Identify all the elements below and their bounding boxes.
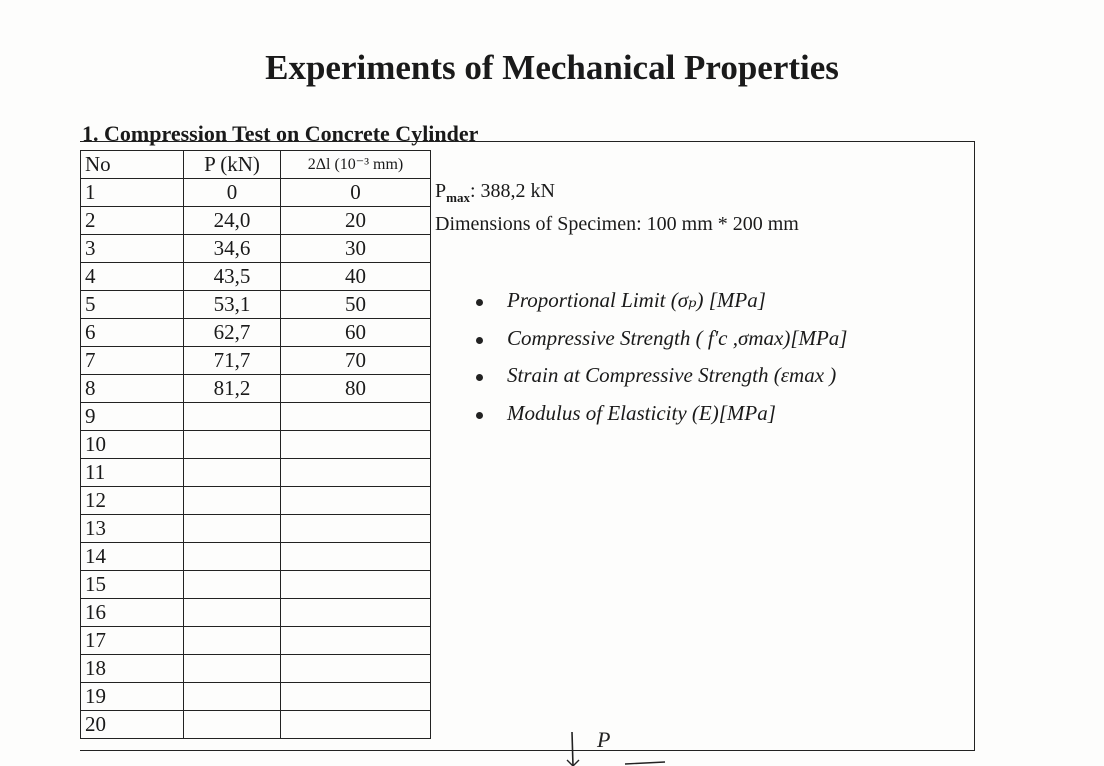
- cell-no: 8: [81, 375, 184, 403]
- cell-load: 53,1: [184, 291, 281, 319]
- table-row: [81, 515, 431, 543]
- table-row: [81, 403, 431, 431]
- table-row: [81, 179, 431, 207]
- handwritten-p: P: [597, 727, 611, 752]
- table-row: [81, 487, 431, 515]
- cell-displacement: [281, 571, 431, 599]
- cell-load: [184, 683, 281, 711]
- pmax-sub: max: [446, 190, 470, 205]
- cell-displacement: 0: [281, 179, 431, 207]
- cell-displacement: [281, 459, 431, 487]
- bullet-item: Modulus of Elasticity (E)[MPa]: [470, 401, 847, 439]
- pmax-value: : 388,2 kN: [469, 180, 555, 202]
- cell-no: 9: [81, 403, 184, 431]
- cell-load: [184, 431, 281, 459]
- cell-displacement: 30: [281, 235, 431, 263]
- cell-displacement: 50: [281, 291, 431, 319]
- table-row: [81, 683, 431, 711]
- bullet-item: Strain at Compressive Strength (εmax ): [470, 363, 847, 401]
- cell-no: 7: [81, 347, 184, 375]
- bullet-item: Proportional Limit (σₚ) [MPa]: [470, 288, 847, 326]
- cell-displacement: [281, 487, 431, 515]
- cell-load: [184, 571, 281, 599]
- cell-displacement: 80: [281, 375, 431, 403]
- pmax-label: P: [435, 180, 447, 202]
- cell-load: 0: [184, 179, 281, 207]
- section-heading: 1. Compression Test on Concrete Cylinder: [82, 121, 479, 146]
- cell-load: 43,5: [184, 263, 281, 291]
- cell-no: 13: [81, 515, 184, 543]
- cell-no: 17: [81, 627, 184, 655]
- table-row: [81, 263, 431, 291]
- cell-load: 81,2: [184, 375, 281, 403]
- cell-no: 4: [81, 263, 184, 291]
- cell-displacement: [281, 599, 431, 627]
- table-row: [81, 319, 431, 347]
- table-row: [81, 207, 431, 235]
- cell-no: 19: [81, 683, 184, 711]
- cell-no: 5: [81, 291, 184, 319]
- table-row: [81, 431, 431, 459]
- cell-no: 1: [81, 179, 184, 207]
- cell-load: [184, 543, 281, 571]
- bullet-item: Compressive Strength ( f'c ,σmax)[MPa]: [470, 326, 847, 364]
- cell-load: [184, 403, 281, 431]
- data-table: [80, 150, 431, 739]
- cell-load: 71,7: [184, 347, 281, 375]
- pmax-line: [435, 178, 799, 211]
- table-row: [81, 235, 431, 263]
- required-results-list: [470, 288, 847, 438]
- table-row: [81, 627, 431, 655]
- header-no: No: [81, 151, 184, 179]
- table-row: [81, 375, 431, 403]
- cell-displacement: [281, 711, 431, 739]
- cell-load: [184, 459, 281, 487]
- table-row: [81, 543, 431, 571]
- header-displacement: 2Δl (10⁻³ mm): [281, 151, 431, 179]
- cell-displacement: 70: [281, 347, 431, 375]
- cell-no: 11: [81, 459, 184, 487]
- cell-displacement: [281, 683, 431, 711]
- cell-no: 15: [81, 571, 184, 599]
- cell-load: [184, 655, 281, 683]
- table-header-row: [81, 151, 431, 179]
- table-row: [81, 711, 431, 739]
- cell-displacement: [281, 543, 431, 571]
- cell-load: [184, 599, 281, 627]
- cell-load: [184, 711, 281, 739]
- cell-no: 12: [81, 487, 184, 515]
- cell-displacement: 20: [281, 207, 431, 235]
- cell-load: 24,0: [184, 207, 281, 235]
- cell-load: 62,7: [184, 319, 281, 347]
- cell-load: [184, 487, 281, 515]
- table-row: [81, 571, 431, 599]
- cell-no: 6: [81, 319, 184, 347]
- specimen-info: [435, 178, 799, 237]
- table-row: [81, 599, 431, 627]
- cell-no: 16: [81, 599, 184, 627]
- cell-no: 2: [81, 207, 184, 235]
- cell-no: 10: [81, 431, 184, 459]
- cell-load: [184, 627, 281, 655]
- cell-no: 3: [81, 235, 184, 263]
- table-row: [81, 655, 431, 683]
- cell-no: 20: [81, 711, 184, 739]
- page-title: Experiments of Mechanical Properties: [265, 48, 839, 87]
- table-row: [81, 291, 431, 319]
- table-row: [81, 347, 431, 375]
- handwritten-load-arrow-icon: [555, 720, 675, 766]
- dimensions-line: Dimensions of Specimen: 100 mm * 200 mm: [435, 213, 799, 235]
- table-row: [81, 459, 431, 487]
- cell-displacement: 40: [281, 263, 431, 291]
- cell-displacement: [281, 655, 431, 683]
- cell-displacement: [281, 403, 431, 431]
- cell-displacement: [281, 431, 431, 459]
- cell-no: 14: [81, 543, 184, 571]
- cell-load: 34,6: [184, 235, 281, 263]
- cell-no: 18: [81, 655, 184, 683]
- cell-displacement: [281, 515, 431, 543]
- cell-displacement: [281, 627, 431, 655]
- cell-load: [184, 515, 281, 543]
- header-load: P (kN): [184, 151, 281, 179]
- cell-displacement: 60: [281, 319, 431, 347]
